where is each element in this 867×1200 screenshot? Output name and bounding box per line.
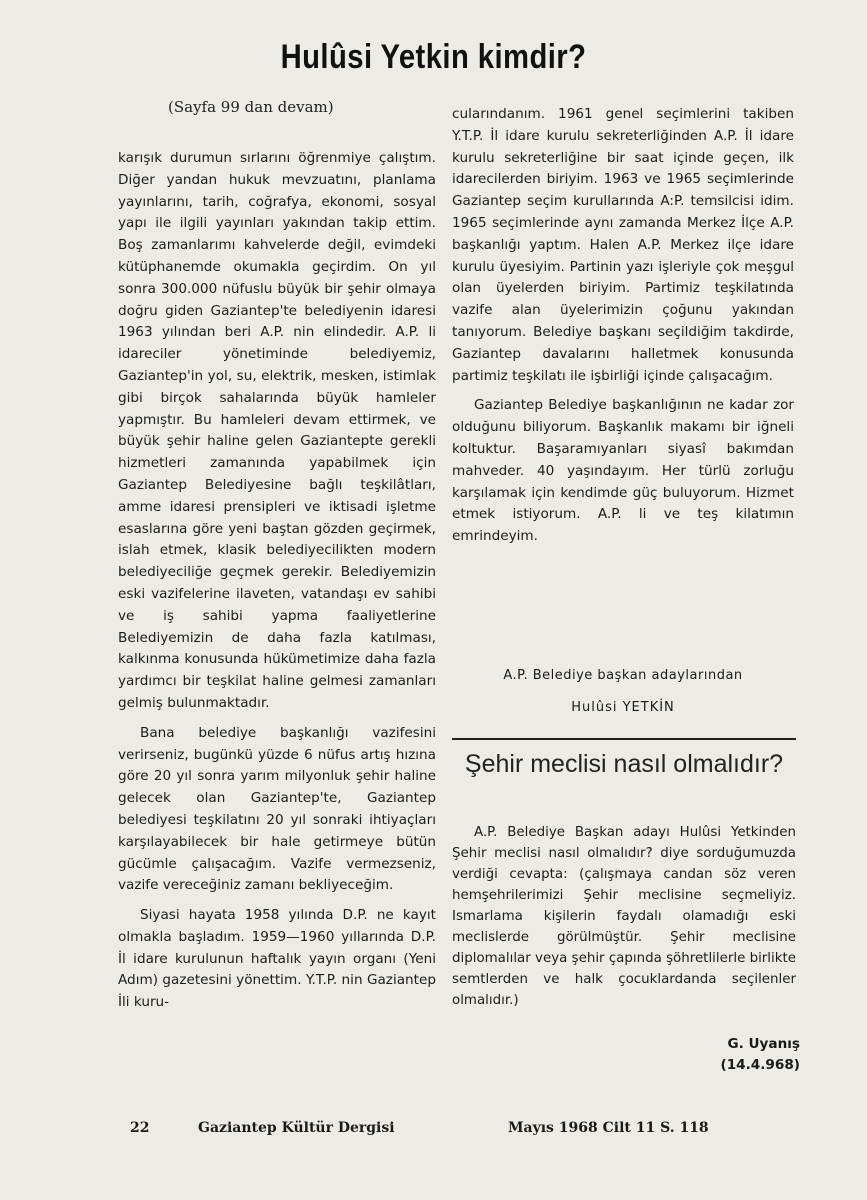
paragraph: cularındanım. 1961 genel seçimlerini takiben Y.T.P. İl idare kurulu sekreterliğinden A.P. İl idare kurulu sekreterliğine bir saat içinde geçen, ilk idarecilerden biriyim. 1963 ve 1965 seçimlerinde Gaziantep seçim kurullarında A:P. temsilcisi idim. 1965 seçimlerinde aynı zamanda Merkez İlçe A.P. başkanlığı yaptım. Halen A.P. Merkez ilçe idare kurulu üyesiyim. Partinin yazı işleriyle çok meşgul olan üyelerden biriyim. Partimiz teşkilatında vazife alan üyelerimizin çoğunu yakından tanıyorum. Belediye başkanı seçildiğim takdirde, Gaziantep davalarını halletmek konusunda partimiz teşkilatı ile işbirliği içinde çalışacağım. <box>452 106 794 384</box>
issue-info: Mayıs 1968 Cilt 11 S. 118 <box>508 1120 709 1136</box>
sidebar-body <box>452 822 796 1011</box>
magazine-name: Gaziantep Kültür Dergisi <box>198 1120 395 1136</box>
paragraph: Bana belediye başkanlığı vazifesini verirseniz, bugünkü yüzde 6 nüfus artış hızına göre 20 yıl sonra yarım milyonluk şehir haline gelecek olan Gaziantep'te, Gaziantep belediyesi teşkilatını 20 yıl sonraki ihtiyaçları karşılayabilecek bir hale getirmeye bütün gücümle çalışacağım. Vazife vermezseniz, vazife vereceğiniz zamanı bekliyeceğim. <box>118 724 436 894</box>
paragraph: Gaziantep Belediye başkanlığının ne kadar zor olduğunu biliyorum. Başkanlık makamı bir iğneli koltuktur. Başaramıyanları siyasî bakımdan mahveder. 40 yaşındayım. Her türlü zorluğu karşılamak için kendimde güç buluyorum. Hizmet etmek istiyorum. A.P. li ve teş kilatımın emrindeyim. <box>452 397 794 545</box>
section-divider <box>452 738 796 740</box>
sidebar-signer: G. Uyanış <box>727 1036 800 1052</box>
paragraph: karışık durumun sırlarını öğrenmiye çalıştım. Diğer yandan hukuk mevzuatını, planlama yayınlarını, tarih, coğrafya, ekonomi, sosyal yapı ile ilgili yayınları yakından takip ettim. Boş zamanlarımı kahvelerde değil, evimdeki kütüphanemde okumakla geçirdim. On yıl sonra 300.000 nüfuslu büyük bir şehir olmaya doğru giden Gaziantep'te belediyenin idaresi 1963 yılından beri A.P. nin elindedir. A.P. li idareciler yönetiminde belediyemiz, Gaziantep'in yol, su, elektrik, mesken, istimlak gibi birçok sahalarında büyük hamleler yapmıştır. Bu hamleleri devam ettirmek, ve büyük şehir haline gelen Gaziantepte gerekli hizmetleri zamanında yapabilmek için Gaziantep Belediyesine bağlı teşkilâtları, amme idaresi prensipleri ve iktisadi işletme esaslarına göre yeni baştan gözden geçirmek, islah etmek, klasik belediyecilikten modern belediyeciliğe geçmek gerekir. Belediyemizin eski vazifelerine ilaveten, vatandaşı ev sahibi ve iş sahibi yapma faaliyetlerine Belediyemizin de daha fazla katılması, kalkınma konusunda hükümetimize daha fazla yardımcı bir teşkilat haline gelmesi zamanları gelmiş bulunmaktadır. <box>118 150 436 711</box>
paragraph: A.P. Belediye Başkan adayı Hulûsi Yetkinden Şehir meclisi nasıl olmalıdır? diye sorduğumuzda verdiği cevapta: (çalışmaya candan söz veren hemşehrilerimizi Şehir meclisine seçmeliyiz. Ismarlama kişilerin faydalı olamadığı eski meclislerde görülmüştür. Şehir meclisine diplomalılar veya şehir çapında şöhretlilerle birlikte semtlerden ve halk çocuklardanda seçilenler olmalıdır.) <box>452 825 796 1008</box>
left-column <box>118 148 436 1014</box>
sidebar-date: (14.4.968) <box>720 1057 800 1073</box>
right-column <box>452 104 794 548</box>
paragraph: Siyasi hayata 1958 yılında D.P. ne kayıt olmakla başladım. 1959—1960 yıllarında D.P. İl idare kurulunun haftalık yayın organı (Yeni Adım) gazetesini yönettim. Y.T.P. nin Gaziantep İli kuru- <box>118 907 436 1011</box>
article-title: Hulûsi Yetkin kimdir? <box>280 38 587 76</box>
sidebar-signature <box>690 1034 800 1076</box>
page-number: 22 <box>130 1120 150 1136</box>
continued-note: (Sayfa 99 dan devam) <box>168 98 334 116</box>
sidebar-title: Şehir meclisi nasıl olmalıdır? <box>464 750 784 778</box>
signature-role: A.P. Belediye başkan adaylarından <box>503 668 743 683</box>
signature-name: Hulûsi YETKİN <box>571 700 675 715</box>
